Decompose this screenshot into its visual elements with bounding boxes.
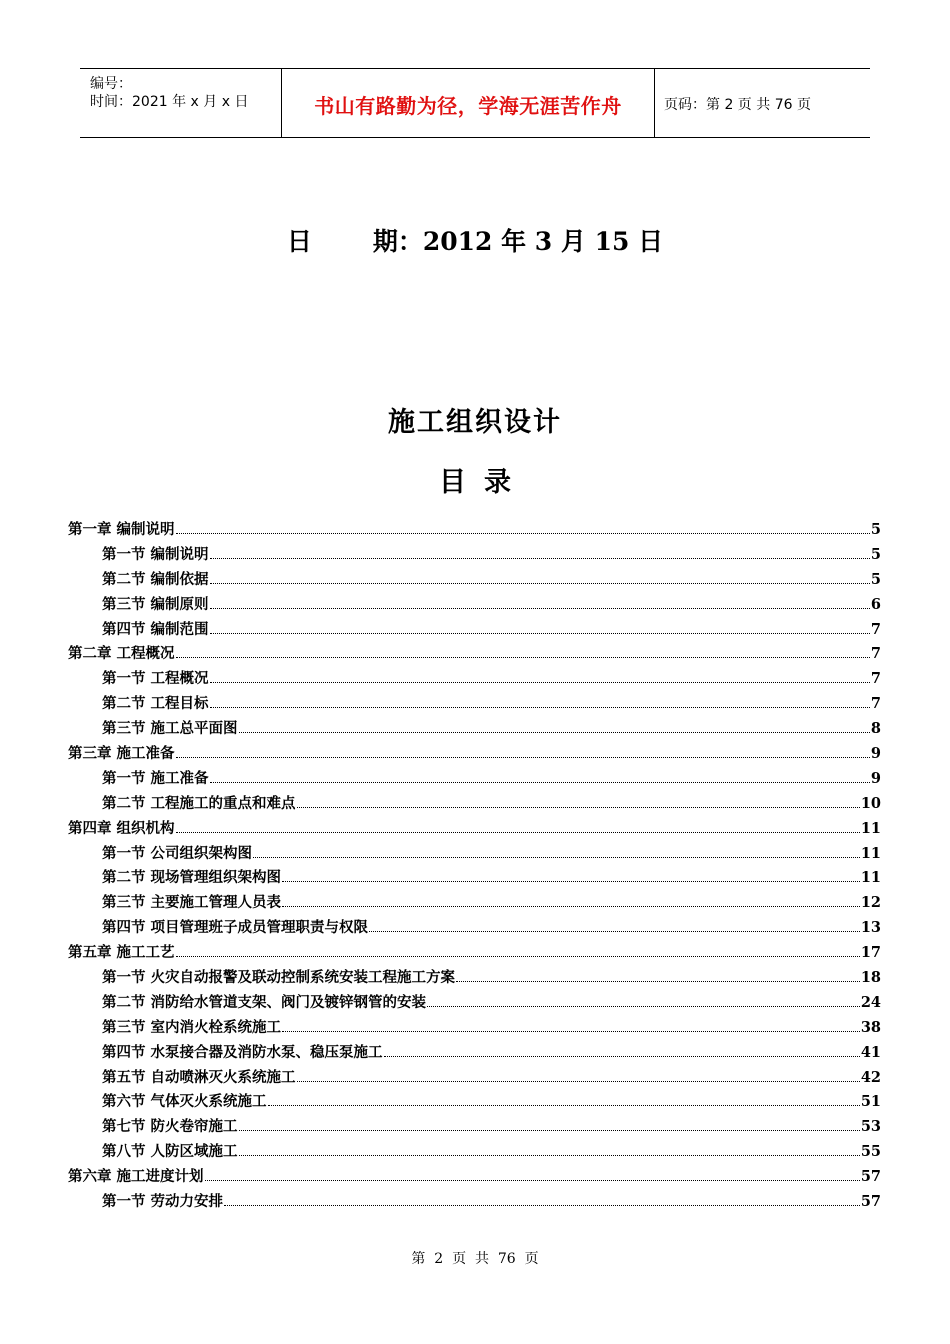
toc-section-entry[interactable] <box>68 865 881 890</box>
toc-section-entry[interactable] <box>68 1065 881 1090</box>
toc-dot-leader <box>210 567 870 584</box>
toc-entry-page: 10 <box>860 794 881 812</box>
toc-dot-leader <box>456 965 860 982</box>
toc-section-entry[interactable] <box>68 592 881 617</box>
toc-entry-label: 第一节 编制说明 <box>102 545 209 563</box>
toc-entry-page: 5 <box>870 521 881 538</box>
toc-entry-page: 11 <box>860 844 881 862</box>
toc-entry-label: 第一节 劳动力安排 <box>102 1193 224 1211</box>
toc-entry-page: 11 <box>860 869 881 887</box>
toc-entry-page: 38 <box>860 1018 881 1036</box>
toc-entry-label: 第二节 现场管理组织架构图 <box>102 869 282 887</box>
toc-entry-page: 55 <box>860 1143 881 1161</box>
toc-section-entry[interactable] <box>68 841 881 866</box>
page-footer: 第 2 页 共 76 页 <box>411 1251 539 1267</box>
toc-dot-leader <box>384 1040 860 1057</box>
header-motto-cell <box>282 69 655 137</box>
toc-entry-page: 9 <box>870 745 881 763</box>
toc-entry-label: 第二章 工程概况 <box>68 645 175 663</box>
document-number: 编号： <box>90 76 132 92</box>
toc-entry-label: 第八节 人防区域施工 <box>102 1143 238 1161</box>
toc-entry-label: 第六节 气体灭火系统施工 <box>102 1093 267 1111</box>
toc-entry-label: 第五节 自动喷淋灭火系统施工 <box>102 1068 296 1086</box>
toc-dot-leader <box>210 542 870 559</box>
toc-entry-label: 第三章 施工准备 <box>68 745 175 763</box>
toc-entry-label: 第四节 编制范围 <box>102 620 209 638</box>
toc-dot-leader <box>176 816 860 833</box>
toc-entry-page: 7 <box>870 670 881 688</box>
toc-dot-leader <box>268 1089 860 1106</box>
toc-entry-page: 17 <box>860 944 881 962</box>
toc-chapter-entry[interactable] <box>68 741 881 766</box>
header-page-info: 页码：第 2 页 共 76 页 <box>664 97 811 113</box>
toc-chapter-entry[interactable] <box>68 641 881 666</box>
toc-entry-label: 第六章 施工进度计划 <box>68 1168 204 1186</box>
toc-entry-page: 8 <box>870 720 881 738</box>
toc-entry-page: 7 <box>870 620 881 638</box>
toc-entry-label: 第一节 工程概况 <box>102 670 209 688</box>
toc-entry-page: 6 <box>870 595 881 613</box>
toc-entry-label: 第二节 编制依据 <box>102 570 209 588</box>
toc-entry-label: 第一节 火灾自动报警及联动控制系统安装工程施工方案 <box>102 969 456 987</box>
toc-dot-leader <box>253 841 860 858</box>
toc-entry-label: 第四节 水泵接合器及消防水泵、稳压泵施工 <box>102 1043 383 1061</box>
toc-entry-page: 24 <box>860 993 881 1011</box>
toc-entry-label: 第三节 编制原则 <box>102 595 209 613</box>
toc-section-entry[interactable] <box>68 1189 881 1214</box>
toc-entry-label: 第七节 防火卷帘施工 <box>102 1118 238 1136</box>
toc-dot-leader <box>224 1189 860 1206</box>
toc-section-entry[interactable] <box>68 617 881 642</box>
toc-entry-label: 第四节 项目管理班子成员管理职责与权限 <box>102 919 369 937</box>
toc-section-entry[interactable] <box>68 691 881 716</box>
toc-entry-label: 第五章 施工工艺 <box>68 944 175 962</box>
toc-section-entry[interactable] <box>68 915 881 940</box>
toc-entry-label: 第三节 施工总平面图 <box>102 720 238 738</box>
toc-entry-page: 53 <box>860 1118 881 1136</box>
toc-entry-page: 9 <box>870 769 881 787</box>
toc-dot-leader <box>239 1114 860 1131</box>
document-date: 日 期：2012 年 3 月 15 日 <box>286 227 664 256</box>
toc-dot-leader <box>210 766 870 783</box>
toc-entry-page: 12 <box>860 894 881 912</box>
toc-entry-page: 42 <box>860 1068 881 1086</box>
toc-dot-leader <box>205 1164 860 1181</box>
header-page-cell <box>655 69 870 137</box>
toc-section-entry[interactable] <box>68 965 881 990</box>
toc-chapter-entry[interactable] <box>68 816 881 841</box>
toc-section-entry[interactable] <box>68 1089 881 1114</box>
table-of-contents <box>68 517 881 1214</box>
toc-dot-leader <box>239 1139 860 1156</box>
toc-section-entry[interactable] <box>68 1015 881 1040</box>
toc-dot-leader <box>239 716 870 733</box>
toc-section-entry[interactable] <box>68 1040 881 1065</box>
toc-dot-leader <box>176 641 870 658</box>
toc-entry-page: 13 <box>860 919 881 937</box>
toc-dot-leader <box>210 666 870 683</box>
toc-chapter-entry[interactable] <box>68 517 881 542</box>
toc-section-entry[interactable] <box>68 791 881 816</box>
toc-dot-leader <box>282 1015 860 1032</box>
toc-entry-label: 第二节 工程施工的重点和难点 <box>102 794 296 812</box>
toc-entry-label: 第三节 室内消火栓系统施工 <box>102 1018 282 1036</box>
toc-dot-leader <box>282 890 860 907</box>
toc-entry-page: 57 <box>860 1168 881 1186</box>
toc-entry-page: 11 <box>860 819 881 837</box>
toc-section-entry[interactable] <box>68 1139 881 1164</box>
document-time: 时间：2021 年 x 月 x 日 <box>90 94 249 110</box>
toc-entry-label: 第一节 施工准备 <box>102 769 209 787</box>
toc-dot-leader <box>297 791 860 808</box>
toc-entry-page: 51 <box>860 1093 881 1111</box>
toc-entry-page: 5 <box>870 545 881 563</box>
toc-entry-page: 5 <box>870 570 881 588</box>
toc-dot-leader <box>176 517 870 534</box>
toc-section-entry[interactable] <box>68 1114 881 1139</box>
toc-entry-page: 7 <box>870 695 881 713</box>
header-meta-cell <box>80 69 282 137</box>
toc-dot-leader <box>297 1065 860 1082</box>
toc-chapter-entry[interactable] <box>68 940 881 965</box>
toc-dot-leader <box>176 940 860 957</box>
toc-dot-leader <box>210 592 870 609</box>
toc-section-entry[interactable] <box>68 542 881 567</box>
toc-entry-label: 第一章 编制说明 <box>68 521 175 538</box>
toc-dot-leader <box>282 865 860 882</box>
page-header <box>80 68 870 138</box>
toc-title: 目录 <box>439 467 529 498</box>
toc-section-entry[interactable] <box>68 990 881 1015</box>
toc-dot-leader <box>369 915 860 932</box>
toc-dot-leader <box>210 617 870 634</box>
toc-chapter-entry[interactable] <box>68 1164 881 1189</box>
toc-dot-leader <box>427 990 860 1007</box>
toc-entry-label: 第一节 公司组织架构图 <box>102 844 253 862</box>
toc-entry-page: 18 <box>860 969 881 987</box>
document-title: 施工组织设计 <box>388 407 562 438</box>
toc-section-entry[interactable] <box>68 716 881 741</box>
header-motto: 书山有路勤为径，学海无涯苦作舟 <box>314 94 622 118</box>
toc-section-entry[interactable] <box>68 567 881 592</box>
toc-dot-leader <box>210 691 870 708</box>
toc-section-entry[interactable] <box>68 890 881 915</box>
toc-entry-label: 第四章 组织机构 <box>68 819 175 837</box>
toc-section-entry[interactable] <box>68 666 881 691</box>
toc-section-entry[interactable] <box>68 766 881 791</box>
toc-entry-label: 第二节 工程目标 <box>102 695 209 713</box>
toc-entry-page: 41 <box>860 1043 881 1061</box>
toc-entry-page: 7 <box>870 645 881 663</box>
toc-dot-leader <box>176 741 870 758</box>
toc-entry-page: 57 <box>860 1193 881 1211</box>
toc-entry-label: 第三节 主要施工管理人员表 <box>102 894 282 912</box>
toc-entry-label: 第二节 消防给水管道支架、阀门及镀锌钢管的安装 <box>102 993 427 1011</box>
